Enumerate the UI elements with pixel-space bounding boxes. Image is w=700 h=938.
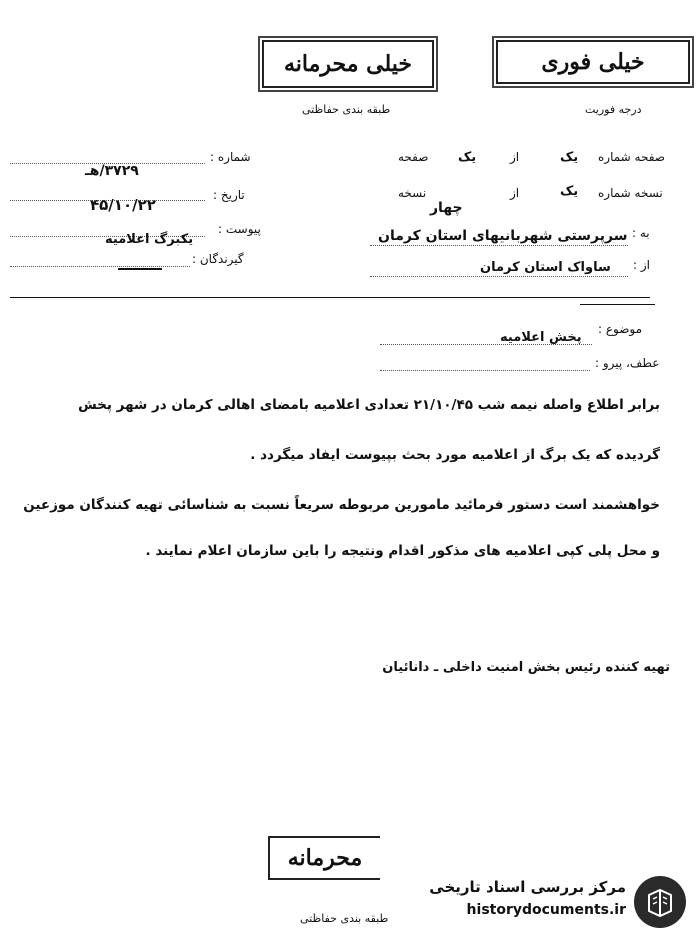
page-total: یک — [458, 150, 477, 165]
classification-stamp-text: خیلی محرمانه — [283, 51, 413, 77]
priority-stamp — [496, 40, 690, 84]
footer-classification-label: طبقه بندی حفاظتی — [300, 912, 389, 925]
copy-suffix: نسخه — [398, 186, 427, 200]
to-label: به : — [632, 226, 650, 240]
body-line-2: گردیده که یک برگ از اعلامیه مورد بحث بپیوست ایفاد میگردد . — [250, 447, 660, 463]
copy-total: چهار — [430, 200, 463, 216]
watermark — [429, 872, 690, 932]
footer-stamp-text: محرمانه — [287, 845, 363, 871]
header-divider — [10, 297, 650, 298]
page-value: یک — [560, 150, 579, 165]
priority-label: درجه فوریت — [585, 103, 642, 116]
body-line-1: برابر اطلاع واصله نیمه شب ۲۱/۱۰/۴۵ تعدادی اعلامیه بامضای اهالی کرمان در شهر پخش — [78, 397, 660, 413]
subject-label: موضوع : — [598, 322, 643, 336]
classification-label: طبقه بندی حفاظتی — [302, 103, 391, 116]
reference-label: عطف، پیرو : — [595, 356, 660, 370]
date-label: تاریخ : — [213, 188, 245, 202]
archive-logo-icon — [634, 876, 686, 928]
watermark-url: historydocuments.ir — [466, 902, 626, 918]
copy-value: یک — [560, 184, 579, 199]
body-line-3: خواهشمند است دستور فرمائید مامورین مربوطه سریعاً نسبت به شناسائی تهیه کنندگان موزعین — [23, 497, 660, 513]
watermark-title: مرکز بررسی اسناد تاریخی — [429, 878, 626, 896]
to-value: سرپرستی شهربانیهای استان کرمان — [378, 228, 628, 244]
from-value: ساواک استان کرمان — [480, 260, 611, 275]
footer-classification-stamp — [268, 836, 380, 880]
copy-from: از — [510, 186, 520, 200]
attachment-label: پیوست : — [218, 222, 261, 236]
number-value: ۳۷۲۹/هـ — [85, 163, 139, 179]
page-from: از — [510, 150, 520, 164]
number-label: شماره : — [210, 150, 251, 164]
copy-label: نسخه شماره — [598, 186, 663, 200]
recipients-label: گیرندگان : — [192, 252, 244, 266]
recipients-mark — [118, 268, 162, 270]
priority-stamp-text: خیلی فوری — [541, 49, 645, 75]
page-suffix: صفحه — [398, 150, 429, 164]
header-divider-right — [580, 304, 655, 305]
body-line-4: و محل پلی کپی اعلامیه های مذکور اقدام ونتیجه را باین سازمان اعلام نمایند . — [145, 543, 660, 559]
from-label: از : — [633, 258, 650, 272]
prepared-by: تهیه کننده رئیس بخش امنیت داخلی ـ دانائیان — [382, 660, 670, 675]
subject-value: پخش اعلامیه — [500, 330, 582, 345]
page-label: صفحه شماره — [598, 150, 665, 164]
classification-stamp — [262, 40, 434, 88]
attachment-value: یکبرگ اعلامیه — [105, 232, 194, 247]
date-value: ۴۵/۱۰/۲۲ — [90, 196, 156, 214]
